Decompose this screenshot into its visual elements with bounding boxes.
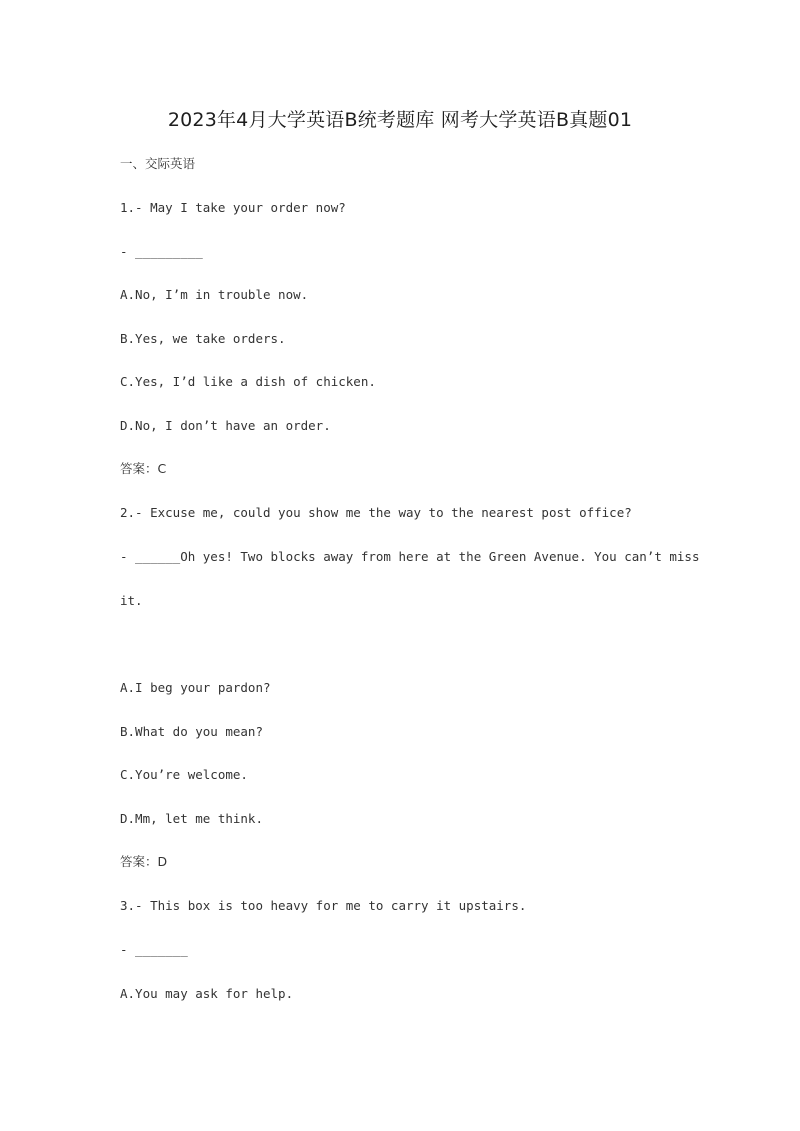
question-3-option-a: A.You may ask for help. bbox=[120, 986, 294, 1001]
question-2-response-line-1: - ______Oh yes! Two blocks away from here at the Green Avenue. You can’t miss bbox=[120, 549, 700, 564]
question-3-prompt: 3.- This box is too heavy for me to carry it upstairs. bbox=[120, 898, 527, 913]
question-1-prompt: 1.- May I take your order now? bbox=[120, 200, 346, 215]
section-heading: 一、交际英语 bbox=[120, 156, 196, 171]
question-1-answer: 答案：C bbox=[120, 461, 167, 476]
question-2-option-a: A.I beg your pardon? bbox=[120, 680, 271, 695]
question-2-option-b: B.What do you mean? bbox=[120, 724, 263, 739]
question-3-response-blank: - _______ bbox=[120, 942, 188, 957]
question-1-option-d: D.No, I don’t have an order. bbox=[120, 418, 331, 433]
question-1-option-a: A.No, I’m in trouble now. bbox=[120, 287, 309, 302]
question-1-option-c: C.Yes, I’d like a dish of chicken. bbox=[120, 374, 376, 389]
question-2-response-line-2: it. bbox=[120, 593, 143, 608]
question-2-option-d: D.Mm, let me think. bbox=[120, 811, 263, 826]
question-2-answer: 答案：D bbox=[120, 854, 168, 869]
question-1-option-b: B.Yes, we take orders. bbox=[120, 331, 286, 346]
question-2-prompt: 2.- Excuse me, could you show me the way to the nearest post office? bbox=[120, 505, 632, 520]
question-2-option-c: C.You’re welcome. bbox=[120, 767, 248, 782]
page-title: 2023年4月大学英语B统考题库 网考大学英语B真题01 bbox=[167, 109, 633, 131]
question-1-response-blank: - _________ bbox=[120, 244, 203, 259]
